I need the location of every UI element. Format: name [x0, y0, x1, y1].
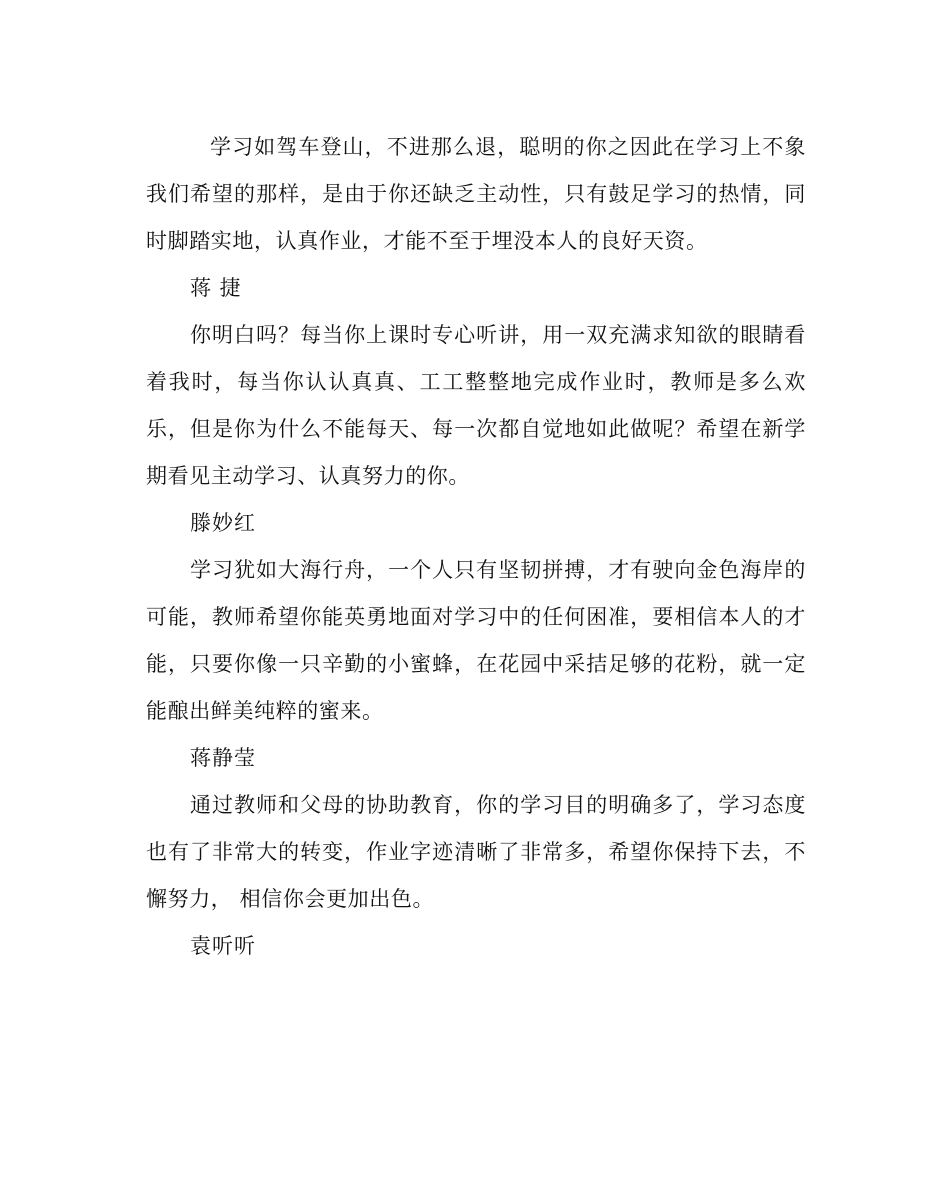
document-body [146, 124, 806, 970]
comment-paragraph: 你明白吗？每当你上课时专心听讲，用一双充满求知欲的眼睛看着我时，每当你认认真真、工工整整地完成作业时，教师是多么欢乐，但是你为什么不能每天、每一次都自觉地如此做呢？希望在新学期看见主动学习、认真努力的你。 [146, 323, 806, 488]
student-name: 滕妙红 [190, 511, 256, 535]
student-name: 袁听听 [190, 934, 256, 958]
comment-paragraph: 学习犹如大海行舟，一个人只有坚韧拼搏，才有驶向金色海岸的可能，教师希望你能英勇地面对学习中的任何困准，要相信本人的才能，只要你像一只辛勤的小蜜蜂，在花园中采拮足够的花粉，就一定能酿出鲜美纯粹的蜜来。 [146, 558, 806, 723]
comment-paragraph: 学习如驾车登山，不进那么退，聪明的你之因此在学习上不象我们希望的那样，是由于你还缺乏主动性，只有鼓足学习的热情，同时脚踏实地，认真作业，才能不至于埋没本人的良好天资。 [146, 135, 806, 253]
student-name: 蒋静莹 [190, 746, 256, 770]
comment-paragraph: 通过教师和父母的协助教育，你的学习目的明确多了，学习态度也有了非常大的转变，作业字迹清晰了非常多，希望你保持下去，不懈努力， 相信你会更加出色。 [146, 793, 806, 911]
student-name: 蒋 捷 [190, 276, 242, 300]
